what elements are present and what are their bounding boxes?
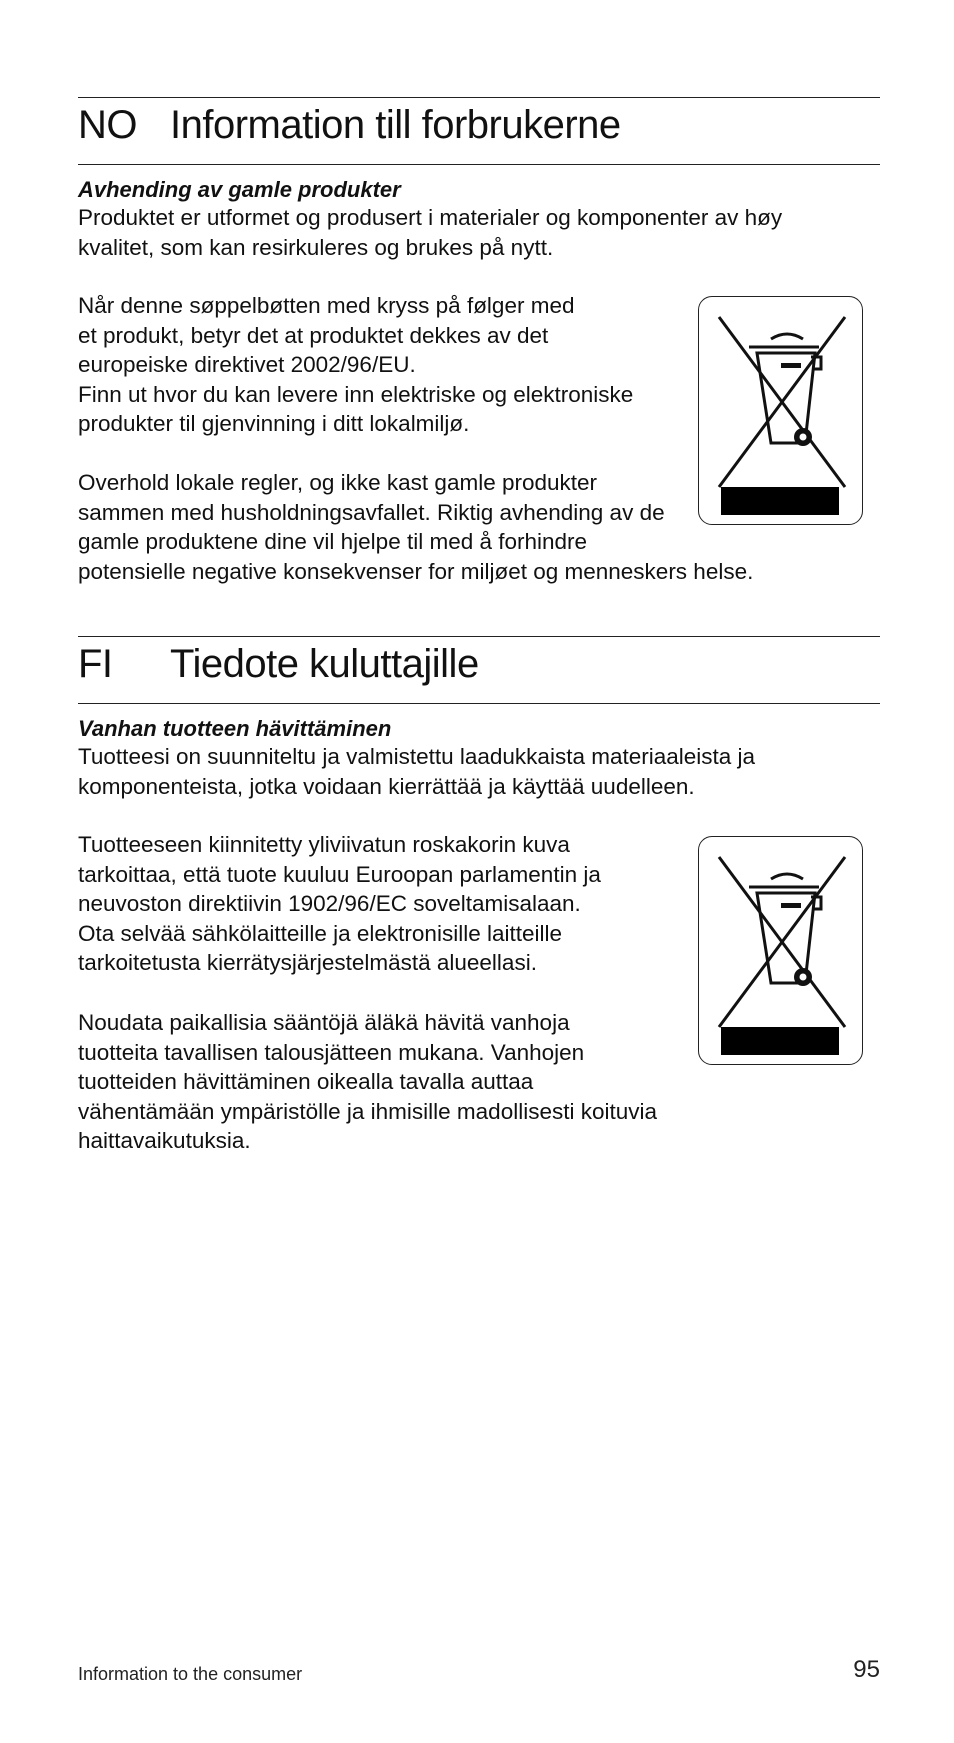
paragraph-intro: Produktet er utformet og produsert i materialer og komponenter av høy kvalitet, som kan resirkuleres og brukes på nytt. (78, 205, 783, 260)
footer-label: Information to the consumer (78, 1664, 303, 1684)
top-rule (78, 636, 880, 637)
subheading: Avhending av gamle produkter (78, 177, 401, 202)
paragraph-symbol: Tuotteeseen kiinnitetty yliviivatun roskakorin kuva tarkoittaa, että tuote kuuluu Euroopan parlamentin ja neuvoston direktiivin 1902/96/EC soveltamisalaan. Ota selvää sähkölaitteille ja elektronisille laitteille tarkoitetusta kierrätysjärjestelmästä alueellasi. (78, 832, 601, 975)
section-fi (78, 0, 880, 1200)
page-number: 95 (853, 1656, 880, 1683)
subheading: Vanhan tuotteen hävittäminen (78, 716, 392, 741)
paragraph-disposal: Noudata paikallisia sääntöjä äläkä hävitä vanhoja tuotteita tavallisen talousjätteen mukana. Vanhojen tuotteiden hävittäminen oikealla tavalla auttaa vähentämään ympäristölle ja ihmisille madollisesti koituvia haittavaikutuksia. (78, 1010, 658, 1153)
crossed-out-wheelie-bin-icon (699, 837, 861, 1063)
language-code: NO (78, 103, 137, 147)
section-title: Tiedote kuluttajille (170, 642, 479, 686)
section-heading (78, 642, 479, 687)
weee-symbol-box (698, 836, 863, 1065)
paragraph-intro: Tuotteesi on suunniteltu ja valmistettu laadukkaista materiaaleista ja komponenteista, jotka voidaan kierrättää ja käyttää uudelleen. (78, 744, 756, 799)
language-code: FI (78, 642, 113, 686)
heading-rule (78, 703, 880, 704)
paragraph-disposal: Overhold lokale regler, og ikke kast gamle produkter sammen med husholdningsavfallet. Riktig avhending av de gamle produktene dine vil hjelpe til med å forhindre potensielle negative konsekvenser for miljøet og menneskers helse. (78, 470, 754, 584)
paragraph-symbol: Når denne søppelbøtten med kryss på følger med et produkt, betyr det at produktet dekkes av det europeiske direktivet 2002/96/EU. Finn ut hvor du kan levere inn elektriske og elektroniske produkter til gjenvinning i ditt lokalmiljø. (78, 293, 634, 436)
section-title: Information till forbrukerne (170, 103, 621, 147)
